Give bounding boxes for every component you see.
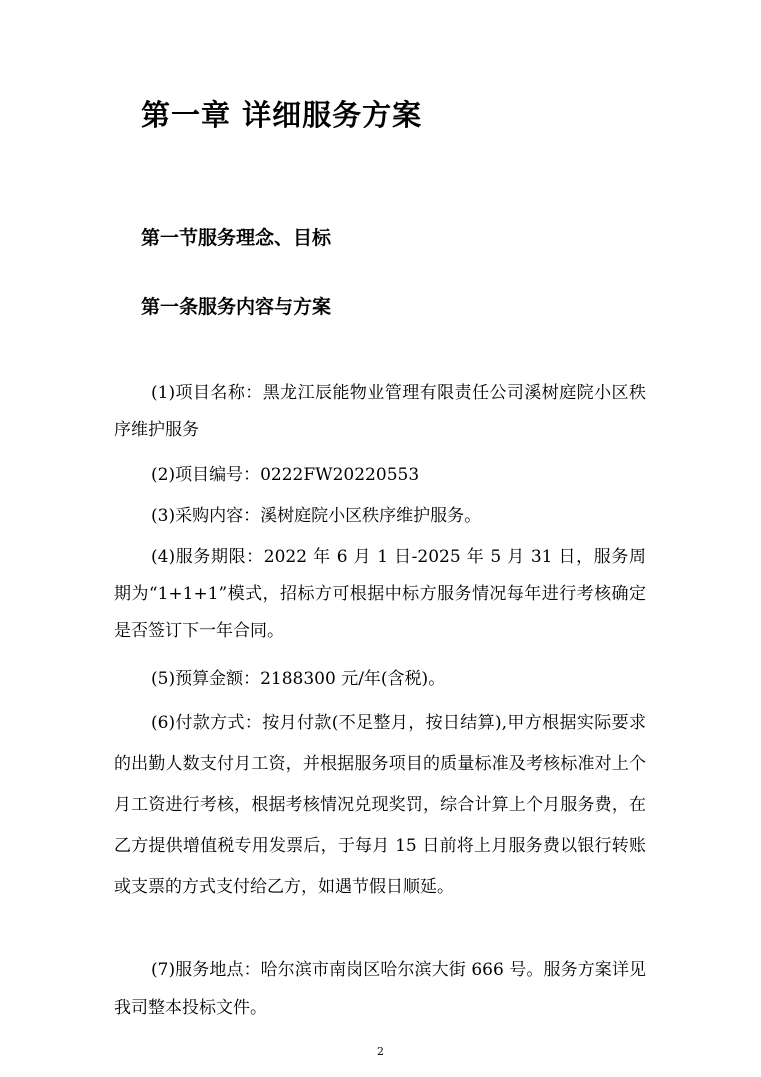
paragraph-project-name: (1)项目名称：黑龙江辰能物业管理有限责任公司溪树庭院小区秩序维护服务 xyxy=(114,383,646,440)
paragraph-service-location: (7)服务地点：哈尔滨市南岗区哈尔滨大街 666 号。服务方案详见我司整本投标文件。 xyxy=(114,960,646,1018)
paragraph-budget-amount: (5)预算金额：2188300 元/年(含税)。 xyxy=(151,669,446,689)
chapter-title: 第一章 详细服务方案 xyxy=(141,98,423,132)
section-title: 第一节服务理念、目标 xyxy=(141,227,332,249)
paragraph-project-number: (2)项目编号：0222FW20220553 xyxy=(151,465,420,485)
paragraph-service-period: (4)服务期限：2022 年 6 月 1 日-2025 年 5 月 31 日，服务周期为“1+1+1”模式，招标方可根据中标方服务情况每年进行考核确定是否签订下一年合同。 xyxy=(114,547,646,641)
paragraph-payment-method: (6)付款方式：按月付款(不足整月，按日结算),甲方根据实际要求的出勤人数支付月工资，并根据服务项目的质量标准及考核标准对上个月工资进行考核，根据考核情况兑现奖罚，综合计算上个月服务费，在乙方提供增值税专用发票后，于每月 15 日前将上月服务费以银行转账或支票的方式支付给乙方，如遇节假日顺延。 xyxy=(114,713,646,897)
page-number: 2 xyxy=(377,1045,384,1058)
article-title: 第一条服务内容与方案 xyxy=(141,296,332,318)
paragraph-procurement-content: (3)采购内容：溪树庭院小区秩序维护服务。 xyxy=(151,506,482,526)
